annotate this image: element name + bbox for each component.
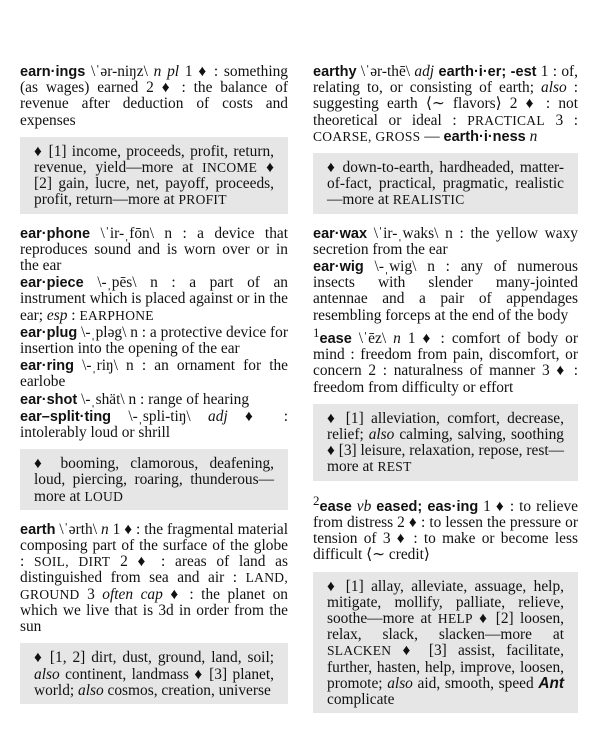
- headword-ease: ease: [319, 330, 352, 347]
- entry-earthy: [313, 64, 578, 145]
- definition: ♦ : the planet on which we live that is 3d in order from the sun: [20, 585, 288, 636]
- cross-ref: REALISTIC: [392, 192, 465, 208]
- entry-earplug: [20, 325, 288, 357]
- definition: \-ˌwig\ n : any of numerous insects with slender many-jointed antennae and a pair of appendages resembling forceps at the end of the body: [313, 258, 578, 324]
- definition: \-ˌpēs\ n : a part of an instrument which is placed against or in the ear;: [20, 274, 288, 324]
- synonym-text: ♦ [3] assist, facilitate, further, hasten, help, improve, loosen, promote;: [327, 642, 564, 692]
- synonym-text: ♦ [1, 2] dirt, dust, ground, land, soil;: [34, 649, 274, 667]
- definition: \ˈir-ˌwaks\ n : the yellow waxy secretion from the ear: [313, 224, 578, 258]
- synonym-text: ♦ [1] allay, alleviate, assuage, help, mitigate, mollify, palliate, relieve, soothe—more at: [327, 577, 564, 627]
- synonym-text: ♦ [2] loosen, relax, slack, slacken—more at: [327, 609, 564, 644]
- headword-earwax: ear·wax: [313, 225, 368, 242]
- definition: 1 ♦ : the fragmental material composing part of the surface of the globe :: [20, 520, 288, 571]
- synonym-box-earsplitting: [20, 449, 288, 510]
- homograph-number: 2: [313, 492, 320, 508]
- synonym-box-ease-noun: [313, 404, 578, 481]
- synonym-text: ♦ down-to-earth, hardheaded, matter-of-fact, practical, pragmatic, realistic—more at: [327, 159, 564, 209]
- label-esp: esp: [46, 306, 68, 324]
- headword-earwig: ear·wig: [313, 259, 364, 276]
- part-of-speech: n pl: [153, 63, 180, 80]
- synonym-text: ♦ [1] income, proceeds, profit, return, revenue, yield—more at: [34, 142, 274, 177]
- definition: \-ˌshät\ n : range of hearing: [77, 390, 250, 408]
- entry-earwig: [313, 259, 578, 324]
- cross-ref: PROFIT: [178, 192, 227, 208]
- definition: \-ˌriŋ\ n : an ornament for the earlobe: [20, 357, 288, 391]
- synonym-box-earthy: [313, 153, 578, 214]
- part-of-speech: n: [393, 329, 401, 347]
- label-often-cap: often cap: [102, 585, 163, 603]
- entry-earshot: [20, 392, 288, 408]
- entry-earth: [20, 522, 288, 635]
- entry-earpiece: [20, 275, 288, 324]
- definition: 1 ♦ : to relieve from distress 2 ♦ : to lessen the pressure or tension of 3 ♦ : to make or become less difficult ⟨∼ credit⟩: [313, 497, 578, 564]
- part-of-speech: adj: [208, 407, 228, 425]
- definition: 3: [79, 585, 103, 603]
- antonym-label: Ant: [538, 674, 564, 692]
- entry-earring: [20, 358, 288, 390]
- headword-earth: earth: [20, 521, 56, 538]
- definition: 3 :: [544, 111, 578, 129]
- entry-ease-noun: [313, 325, 578, 396]
- cross-ref: PRACTICAL: [467, 112, 545, 128]
- synonym-text: ♦ [1] alleviation, comfort, decrease, relief;: [327, 409, 564, 443]
- cross-ref: REST: [377, 459, 412, 475]
- cross-ref: SOIL, DIRT: [34, 554, 111, 570]
- synonym-text: continent, landmass ♦ [3] planet, world;: [34, 665, 274, 699]
- headword-earnings: earn·ings: [20, 64, 86, 80]
- synonym-box-earth: [20, 643, 288, 704]
- headword-earthy: earthy: [313, 64, 357, 80]
- headword-earring: ear·ring: [20, 358, 74, 375]
- cross-ref: LOUD: [84, 488, 124, 504]
- pronunciation: \ˈər-thē\: [356, 63, 415, 80]
- headword-earpiece: ear·piece: [20, 275, 84, 292]
- synonym-text: ♦ [2] gain, lucre, net, payoff, proceeds, profit, return—more at: [34, 159, 274, 209]
- antonym-text: complicate: [327, 690, 395, 708]
- entry-earnings: [20, 64, 288, 129]
- entry-ease-verb: [313, 493, 578, 564]
- entry-earwax: [313, 226, 578, 258]
- part-of-speech: n: [525, 127, 538, 145]
- label-also: also: [387, 674, 413, 692]
- label-also: also: [541, 79, 567, 97]
- separator: :: [67, 306, 80, 324]
- part-of-speech: n: [100, 520, 109, 538]
- pronunciation: \ˈēz\: [351, 329, 394, 347]
- synonym-text: aid, smooth, speed: [412, 674, 539, 692]
- definition: 1 ♦ : comfort of body or mind : freedom from pain, discomfort, or concern 2 : naturalness of manner 3 ♦ : freedom from difficulty or effort: [313, 329, 578, 396]
- headword-earphone: ear·phone: [20, 225, 91, 242]
- inflected-forms: earth·i·er; -est: [434, 64, 537, 80]
- inflected-forms: eased; eas·ing: [376, 498, 479, 515]
- headword-earshot: ear·shot: [20, 391, 78, 408]
- label-also: also: [34, 665, 60, 683]
- synonym-box-ease-verb: [313, 572, 578, 714]
- cross-ref: SLACKEN: [327, 643, 392, 659]
- pronunciation: \-ˌspli-tiŋ\: [111, 407, 209, 425]
- part-of-speech: vb: [351, 497, 377, 515]
- synonym-text: ♦ booming, clamorous, deafening, loud, piercing, roaring, thunderous—more at: [34, 455, 274, 505]
- headword-earsplitting: ear–split·ting: [20, 408, 112, 425]
- definition: ♦ : intolerably loud or shrill: [20, 407, 288, 442]
- cross-ref: LAND, GROUND: [20, 570, 288, 602]
- definition: : suggesting earth ⟨∼ flavors⟩ 2 ♦ : not theoretical or ideal :: [313, 79, 578, 129]
- part-of-speech: adj: [414, 63, 435, 80]
- entry-earphone: [20, 226, 288, 275]
- definition: 2 ♦ : areas of land as distinguished from sea and air :: [20, 553, 289, 587]
- left-column: [20, 64, 288, 716]
- pronunciation: \ˈərth\: [55, 520, 101, 538]
- label-also: also: [368, 425, 395, 443]
- cross-ref: COARSE, GROSS: [313, 128, 421, 144]
- headword-earthiness: earth·i·ness: [443, 128, 526, 145]
- definition: 1 ♦ : something (as wages) earned 2 ♦ : the balance of revenue after deduction of costs and expenses: [20, 63, 289, 129]
- headword-ease: ease: [319, 498, 352, 515]
- definition: \ˈir-ˌfōn\ n : a device that reproduces sound and is worn over or in the ear: [20, 224, 288, 275]
- homograph-number: 1: [313, 324, 320, 340]
- entry-earsplitting: [20, 409, 288, 441]
- headword-earplug: ear·plug: [20, 324, 78, 341]
- pronunciation: \ˈər-niŋz\: [85, 63, 154, 80]
- definition: \-ˌpləg\ n : a protective device for insertion into the opening of the ear: [20, 323, 288, 358]
- cross-ref: HELP: [437, 610, 473, 626]
- right-column: [313, 64, 578, 725]
- synonym-box-earnings: [20, 137, 288, 214]
- cross-ref: INCOME: [202, 160, 258, 176]
- synonym-text: cosmos, creation, universe: [103, 681, 271, 699]
- cross-ref: EARPHONE: [79, 307, 154, 323]
- separator: —: [420, 127, 444, 145]
- synonym-text: calming, salving, soothing ♦ [3] leisure, relaxation, repose, rest—more at: [327, 425, 564, 476]
- definition: 1 : of, relating to, or consisting of earth;: [313, 63, 578, 97]
- label-also: also: [78, 681, 104, 699]
